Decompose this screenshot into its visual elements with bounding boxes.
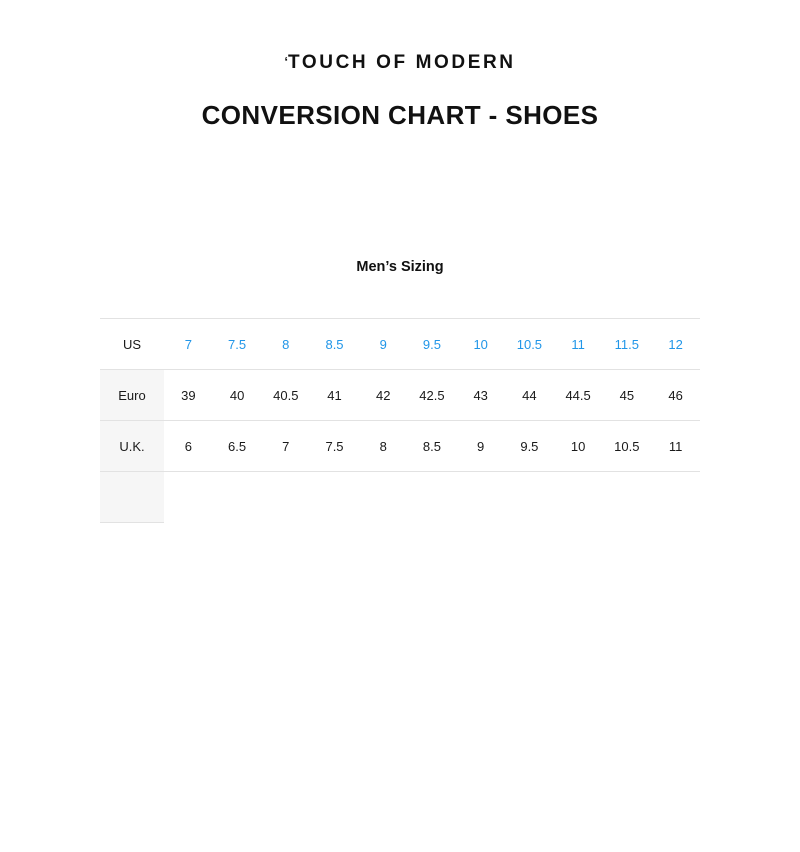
cell-uk-7: 9.5	[505, 421, 554, 472]
cell-us-9: 11.5	[602, 319, 651, 370]
cell-uk-1: 6.5	[213, 421, 262, 472]
row-label-uk: U.K.	[100, 421, 164, 472]
cell-euro-10: 46	[651, 370, 700, 421]
cell-uk-0: 6	[164, 421, 213, 472]
cell-euro-8: 44.5	[554, 370, 603, 421]
page-title: CONVERSION CHART - SHOES	[201, 100, 599, 130]
cell-us-10: 12	[651, 319, 700, 370]
size-conversion-table-wrapper	[100, 318, 700, 523]
cell-uk-3: 7.5	[310, 421, 359, 472]
cell-euro-6: 43	[456, 370, 505, 421]
cell-euro-7: 44	[505, 370, 554, 421]
cell-uk-4: 8	[359, 421, 408, 472]
cell-euro-5: 42.5	[408, 370, 457, 421]
cell-uk-10: 11	[651, 421, 700, 472]
cell-euro-4: 42	[359, 370, 408, 421]
conversion-chart-page	[0, 52, 800, 852]
table-footer-blank-cell	[164, 472, 700, 523]
cell-uk-8: 10	[554, 421, 603, 472]
brand-name: TOUCH OF MODERN	[288, 52, 516, 73]
table-row-uk	[100, 421, 700, 472]
cell-euro-2: 40.5	[261, 370, 310, 421]
brand-tick-mark: ‘	[284, 54, 289, 69]
cell-euro-0: 39	[164, 370, 213, 421]
table-footer-label-cell	[100, 472, 164, 523]
cell-euro-9: 45	[602, 370, 651, 421]
cell-us-3: 8.5	[310, 319, 359, 370]
cell-us-1: 7.5	[213, 319, 262, 370]
brand-logo	[0, 52, 800, 74]
cell-us-8: 11	[554, 319, 603, 370]
cell-us-2: 8	[261, 319, 310, 370]
row-label-us: US	[100, 319, 164, 370]
cell-uk-6: 9	[456, 421, 505, 472]
cell-uk-2: 7	[261, 421, 310, 472]
size-conversion-table	[100, 318, 700, 523]
cell-us-4: 9	[359, 319, 408, 370]
table-footer-row	[100, 472, 700, 523]
table-row-euro	[100, 370, 700, 421]
cell-us-0: 7	[164, 319, 213, 370]
cell-euro-1: 40	[213, 370, 262, 421]
cell-uk-9: 10.5	[602, 421, 651, 472]
cell-us-5: 9.5	[408, 319, 457, 370]
table-row-us	[100, 319, 700, 370]
cell-uk-5: 8.5	[408, 421, 457, 472]
row-label-euro: Euro	[100, 370, 164, 421]
cell-us-6: 10	[456, 319, 505, 370]
section-title: Men’s Sizing	[356, 259, 444, 275]
cell-us-7: 10.5	[505, 319, 554, 370]
cell-euro-3: 41	[310, 370, 359, 421]
